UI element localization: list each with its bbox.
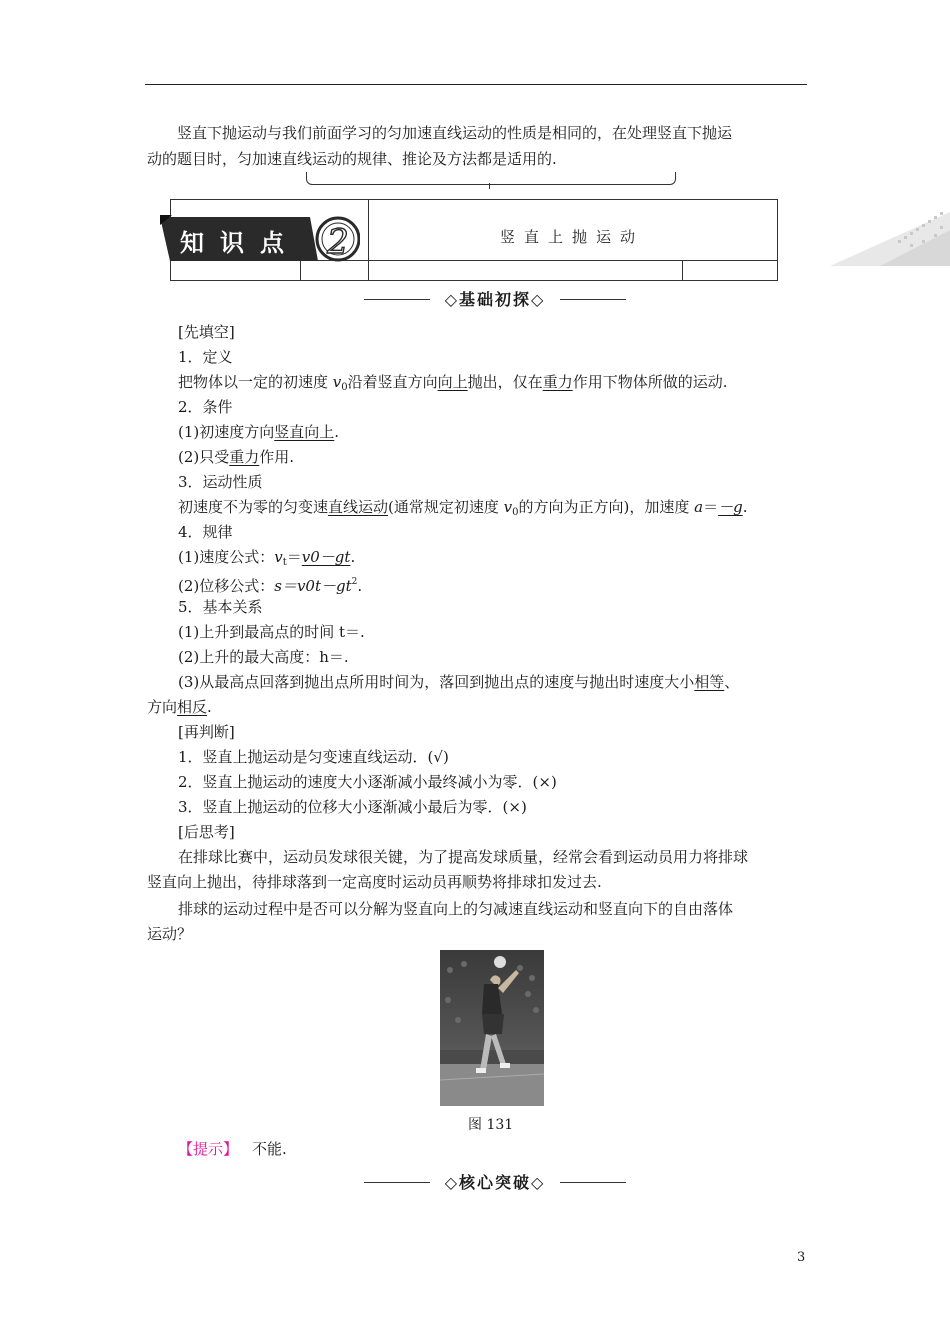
- definition-heading: 1．定义: [178, 348, 233, 366]
- judge-item: 1．竖直上抛运动是匀变速直线运动．(√): [178, 748, 449, 766]
- condition-heading: 2．条件: [178, 398, 233, 416]
- top-rule: [145, 84, 807, 85]
- think-heading: [后思考]: [178, 823, 235, 841]
- relation-2: (2)上升的最大高度：h＝.: [178, 648, 349, 666]
- section-heading: ◇核心突破◇: [364, 1170, 626, 1194]
- relation-3: (3)从最高点回落到抛出点所用时间为，落回到抛出点的速度与抛出时速度大小相等、: [178, 673, 740, 691]
- brace-decoration: [306, 172, 676, 185]
- think-paragraph-line: 竖直向上抛出，待排球落到一定高度时运动员再顺势将排球扣发过去.: [147, 873, 602, 891]
- velocity-formula: (1)速度公式：$v_t=v0-gt$.: [178, 548, 356, 568]
- think-question-line: 运动？: [147, 925, 193, 943]
- pre-fill-heading: [先填空]: [178, 323, 235, 341]
- judge-item: 3．竖直上抛运动的位移大小逐渐减小最后为零．(×): [178, 798, 527, 816]
- think-question-line: 排球的运动过程中是否可以分解为竖直向上的匀减速直线运动和竖直向下的自由落体: [178, 900, 734, 918]
- relation-heading: 5．基本关系: [178, 598, 263, 616]
- law-heading: 4．规律: [178, 523, 233, 541]
- condition-1: (1)初速度方向竖直向上.: [178, 423, 340, 441]
- figure-caption: 图 131: [468, 1117, 514, 1133]
- corner-decoration: [790, 200, 950, 266]
- volleyball-photo: [440, 950, 544, 1106]
- judge-heading: [再判断]: [178, 723, 235, 741]
- box-divider: [368, 199, 369, 281]
- hint-line: [178, 1137, 287, 1162]
- knowledge-point-number: 2: [327, 222, 349, 262]
- page-number: 3: [797, 1250, 806, 1265]
- nature-heading: 3．运动性质: [178, 473, 263, 491]
- knowledge-point-label: 知识点: [180, 229, 300, 257]
- box-divider: [682, 260, 683, 281]
- relation-1: (1)上升到最高点的时间 t＝.: [178, 623, 365, 641]
- hint-label: 【提示】: [178, 1140, 239, 1158]
- judge-item: 2．竖直上抛运动的速度大小逐渐减小最终减小为零．(×): [178, 773, 557, 791]
- condition-2: (2)只受重力作用.: [178, 448, 295, 466]
- nature-text: 初速度不为零的匀变速直线运动(通常规定初速度 $v_0$的方向为正方向)，加速度 a＝－g.: [178, 498, 748, 518]
- section-heading: ◇基础初探◇: [364, 287, 626, 311]
- definition-text: 把物体以一定的初速度 $v_0$沿着竖直方向向上抛出，仅在重力作用下物体所做的运动.: [178, 373, 728, 393]
- box-divider: [300, 260, 301, 281]
- intro-paragraph: 竖直下抛运动与我们前面学习的匀加速直线运动的性质是相同的，在处理竖直下抛运 动的题目时，匀加速直线运动的规律、推论及方法都是适用的.: [147, 124, 733, 168]
- relation-3-cont: 方向相反.: [147, 698, 212, 716]
- hint-text: 不能.: [252, 1140, 287, 1158]
- knowledge-point-title: 竖直上抛运动: [500, 228, 645, 246]
- think-paragraph-line: 在排球比赛中，运动员发球很关键，为了提高发球质量，经常会看到运动员用力将排球: [178, 848, 749, 866]
- displacement-formula: (2)位移公式：$s=v0t-gt^2$.: [178, 577, 363, 595]
